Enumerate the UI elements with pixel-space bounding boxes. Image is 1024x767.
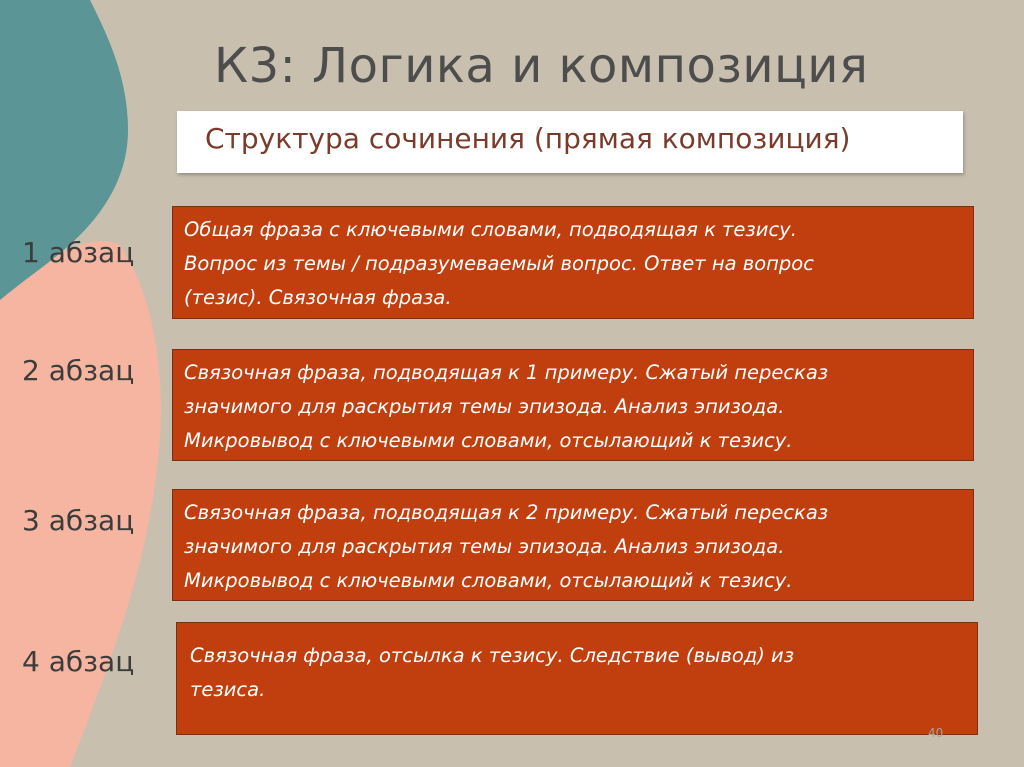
slide-title: К3: Логика и композиция	[214, 38, 869, 94]
box-2-line-1: Связочная фраза, подводящая к 1 примеру. Сжатый пересказ	[184, 361, 829, 384]
box-4-line-2: тезиса.	[190, 678, 266, 701]
paragraph-label-2: 2 абзац	[22, 354, 135, 387]
box-1-line-1: Общая фраза с ключевыми словами, подводящая к тезису.	[184, 218, 797, 241]
paragraph-label-1: 1 абзац	[22, 236, 135, 269]
slide-subtitle: Структура сочинения (прямая композиция)	[205, 122, 851, 155]
box-3-line-3: Микровывод с ключевыми словами, отсылающий к тезису.	[184, 569, 793, 592]
paragraph-box-2	[172, 349, 974, 461]
box-4-line-1: Связочная фраза, отсылка к тезису. Следствие (вывод) из	[190, 644, 795, 667]
box-1-line-2: Вопрос из темы / подразумеваемый вопрос. Ответ на вопрос	[184, 252, 814, 275]
box-3-line-2: значимого для раскрытия темы эпизода. Анализ эпизода.	[184, 535, 785, 558]
box-2-line-2: значимого для раскрытия темы эпизода. Анализ эпизода.	[184, 395, 785, 418]
page-number: 40	[928, 726, 944, 740]
box-2-line-3: Микровывод с ключевыми словами, отсылающий к тезису.	[184, 429, 793, 452]
box-1-line-3: (тезис). Связочная фраза.	[184, 286, 452, 309]
paragraph-box-1	[172, 206, 974, 319]
paragraph-label-3: 3 абзац	[22, 504, 135, 537]
paragraph-box-3	[172, 489, 974, 601]
paragraph-label-4: 4 абзац	[22, 645, 135, 678]
box-3-line-1: Связочная фраза, подводящая к 2 примеру. Сжатый пересказ	[184, 501, 829, 524]
paragraph-box-4	[176, 622, 978, 735]
